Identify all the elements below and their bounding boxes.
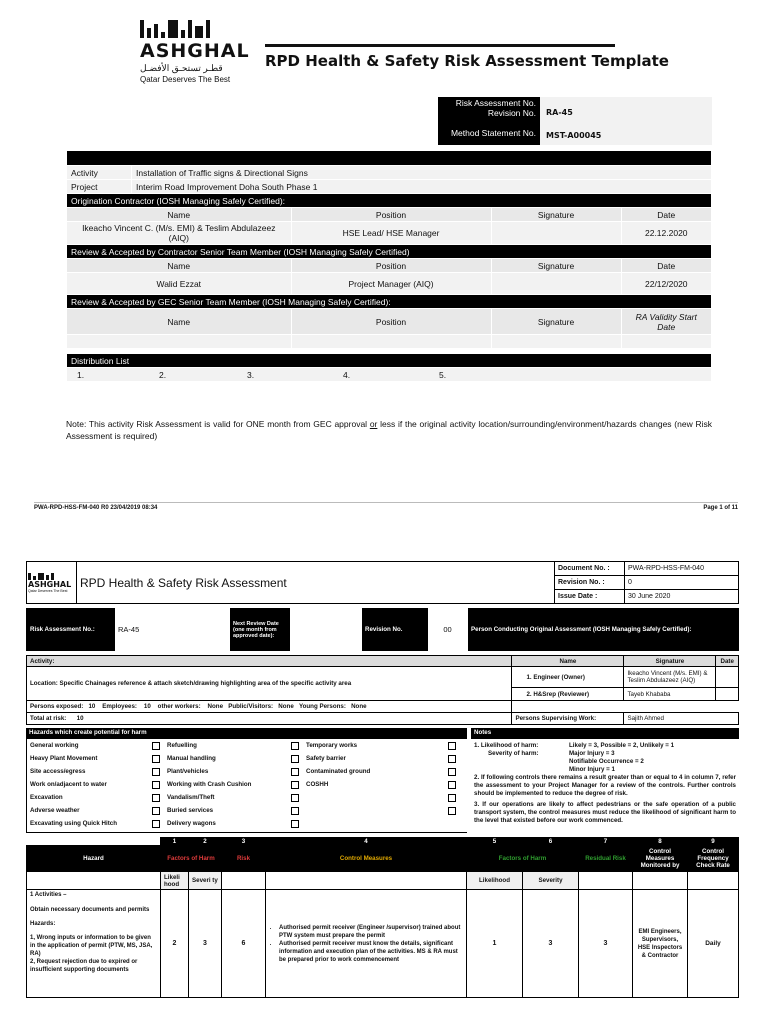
other-workers-label: other workers: — [157, 703, 201, 710]
hazard-checkbox[interactable] — [152, 755, 160, 763]
logo-word: ASHGHAL — [140, 40, 250, 62]
supervising-label: Persons Supervising Work: — [512, 713, 624, 725]
rev-position: Project Manager (AIQ) — [291, 273, 491, 295]
hazard-option-label: Contaminated ground — [306, 768, 371, 775]
hazard-option-label: Excavating using Quick Hitch — [30, 820, 117, 827]
likelihood2-subheader: Likelihood — [467, 872, 523, 890]
hazard-option-label: Adverse weather — [30, 807, 80, 814]
col-number: 1 — [161, 838, 189, 846]
hazard-checkbox[interactable] — [448, 755, 456, 763]
person-conducting-label: Person Conducting Original Assessment (IOSH Managing Safely Certified): — [468, 609, 739, 651]
frequency-value: Daily — [688, 890, 739, 998]
ra-no-label: Risk Assessment No. — [455, 98, 536, 108]
assessment-header-table — [66, 150, 712, 382]
hazard-1: 1, Wrong inputs or information to be given in the application of permit (PTW, MS, JSA, RA) — [30, 935, 153, 957]
residual-header: Residual Risk — [579, 846, 633, 872]
hazard-checkbox[interactable] — [448, 807, 456, 815]
note-2: 2. If following controls there remains a result greater than or equal to 4 in column 7, refer the assessment to your Project Manager for a review of the controls. Further controls should be implemented to reduce the degree of risk. — [474, 774, 736, 797]
distribution-item: 3. — [247, 369, 255, 380]
notes-title: Notes — [471, 728, 739, 739]
ra-no-value: RA-45 — [115, 609, 230, 651]
activity-label: Activity: — [27, 656, 512, 667]
hazards-checklist — [26, 739, 467, 833]
ra-no-label: Risk Assessment No.: — [27, 609, 115, 651]
note-text: Note: This activity Risk Assessment is valid for ONE month from GEC approval — [66, 419, 370, 429]
hazard-option-label: Work on/adjacent to water — [30, 781, 107, 788]
name-header: Name — [512, 656, 624, 667]
hazard-checkbox[interactable] — [291, 755, 299, 763]
origination-title: Origination Contractor (IOSH Managing Safely Certified): — [67, 194, 712, 208]
hazard-option-label: General working — [30, 742, 79, 749]
person-date — [716, 688, 739, 701]
footer-page: Page 1 of 11 — [703, 505, 738, 511]
factors2-header: Factors of Harm — [467, 846, 579, 872]
employees-value: 10 — [143, 703, 151, 710]
revision-value: 00 — [428, 609, 468, 651]
monitored-header: Control Measures Monitored by — [633, 846, 688, 872]
monitored-value: EMI Engineers, Supervisors, HSE Inspectors & Contractor — [633, 890, 688, 998]
hazards-panel — [26, 728, 467, 833]
p2-logo — [27, 562, 77, 604]
total-risk-value: 10 — [76, 715, 84, 722]
logo-arabic: قطـر تستحـق الأفضـل — [140, 63, 223, 73]
public-value: None — [278, 703, 294, 710]
control-measure: • Authorised permit receiver (Engineer /supervisor) trained about PTW system must prepare the permit — [279, 924, 463, 940]
total-risk-label: Total at risk: — [30, 715, 67, 722]
control-measures-list — [269, 924, 463, 964]
likelihood-value: 2 — [161, 890, 189, 998]
hazard-activity: Obtain necessary documents and permits — [30, 907, 150, 913]
control-measures-cell — [266, 890, 467, 998]
col-position: Position — [291, 208, 491, 222]
likelihood-subheader: Likeli hood — [161, 872, 189, 890]
employees-label: Employees: — [102, 703, 137, 710]
hazard-checkbox[interactable] — [448, 768, 456, 776]
validity-note — [66, 418, 712, 442]
col-name: Name — [67, 259, 292, 273]
hazard-checkbox[interactable] — [152, 781, 160, 789]
rev-no-value: 0 — [625, 576, 739, 590]
orig-date: 22.12.2020 — [621, 222, 711, 245]
doc-no-value: PWA-RPD-HSS-FM-040 — [625, 562, 739, 576]
logo-mark — [140, 20, 260, 38]
person-date — [716, 667, 739, 688]
p2-title: RPD Health & Safety Risk Assessment — [77, 562, 555, 604]
logo-tagline: Qatar Deserves The Best — [140, 75, 231, 84]
hazard-checkbox[interactable] — [448, 794, 456, 802]
note-likelihood-label: 1. Likelihood of harm: — [474, 742, 539, 749]
method-statement-value: MST-A00045 — [546, 131, 602, 140]
signature-header: Signature — [624, 656, 716, 667]
note-severity-minor: Minor Injury = 1 — [569, 766, 615, 773]
project-value: Interim Road Improvement Doha South Phase 1 — [132, 180, 712, 194]
factors-header: Factors of Harm — [161, 846, 222, 872]
rev-no-label: Revision No. : — [555, 576, 625, 590]
risk-table — [26, 837, 739, 998]
col-number: 4 — [266, 838, 467, 846]
orig-signature — [491, 222, 621, 245]
hazard-header: Hazard — [27, 846, 161, 872]
hazard-option-label: Manual handling — [167, 755, 216, 762]
severity-subheader: Severi ty — [189, 872, 222, 890]
hazard-checkbox[interactable] — [291, 781, 299, 789]
col-signature: Signature — [491, 309, 621, 335]
project-label: Project — [67, 180, 132, 194]
rev-name: Walid Ezzat — [67, 273, 292, 295]
activity-value: Installation of Traffic signs & Directional Signs — [132, 166, 712, 180]
ra-labels — [438, 97, 540, 145]
hazard-checkbox[interactable] — [448, 781, 456, 789]
risk-assessment-page-2 — [26, 561, 739, 998]
next-review-label: Next Review Date (one month from approved date): — [230, 609, 290, 651]
hazard-checkbox[interactable] — [448, 742, 456, 750]
p2-logo-tagline: Qatar Deserves The Best — [28, 588, 68, 593]
note-severity-major: Major Injury = 3 — [569, 750, 615, 757]
hazard-option-label: Site access/egress — [30, 768, 86, 775]
hazard-option-label: Delivery wagons — [167, 820, 216, 827]
hazard-option-label: Plant/vehicles — [167, 768, 209, 775]
col-name: Name — [67, 208, 292, 222]
hazard-option-label: Refuelling — [167, 742, 197, 749]
method-statement-label: Method Statement No. — [450, 128, 536, 138]
young-label: Young Persons: — [298, 703, 346, 710]
orig-name: Ikeacho Vincent C. (M/s. EMI) & Teslim Abdulazeez (AIQ) — [67, 222, 292, 245]
hazard-option-label — [306, 794, 441, 804]
col-position: Position — [291, 259, 491, 273]
distribution-item: 1. — [77, 369, 85, 380]
risk-value: 6 — [222, 890, 266, 998]
p2-logo-word: ASHGHAL — [28, 579, 72, 589]
orig-position: HSE Lead/ HSE Manager — [291, 222, 491, 245]
hazard-option-label: Safety barrier — [306, 755, 346, 762]
person-role: 1. Engineer (Owner) — [512, 667, 624, 688]
risk-header: Risk — [222, 846, 266, 872]
frequency-header: Control Frequency Check Rate — [688, 846, 739, 872]
person-role: 2. H&Srep (Reviewer) — [512, 688, 624, 701]
distribution-item: 2. — [159, 369, 167, 380]
hazard-checkbox[interactable] — [152, 794, 160, 802]
ashghal-logo — [140, 20, 260, 95]
persons-exposed-value: 10 — [88, 703, 96, 710]
ra-info-block — [438, 97, 712, 145]
hazard-option-label: Excavation — [30, 794, 63, 801]
hazard-option-label: Buried services — [167, 807, 214, 814]
col-number: 2 — [189, 838, 222, 846]
p2-activity-table — [26, 655, 739, 725]
hazard-2: 2, Request rejection due to expired or insufficient supporting documents — [30, 959, 138, 973]
hazard-checkbox[interactable] — [291, 768, 299, 776]
note-severity-notifiable: Notifiable Occurrence = 2 — [569, 758, 644, 765]
date-header: Date — [716, 656, 739, 667]
gec-date-label: RA Validity Start Date — [621, 309, 711, 335]
hazard-checkbox[interactable] — [152, 768, 160, 776]
revision-no-value: RA-45 — [546, 108, 573, 117]
severity-value: 3 — [189, 890, 222, 998]
col-number: 5 — [467, 838, 523, 846]
hazard-cell — [27, 890, 161, 998]
col-signature: Signature — [491, 259, 621, 273]
young-value: None — [351, 703, 367, 710]
risk-row — [27, 890, 739, 998]
hazard-checkbox[interactable] — [291, 820, 299, 828]
location-text: Location: Specific Chainages reference & attach sketch/drawing highlighting area of the specific activity area — [27, 667, 512, 701]
activity-label: Activity — [67, 166, 132, 180]
col-name: Name — [67, 309, 292, 335]
gec-name — [67, 335, 292, 349]
note-or: or — [369, 419, 378, 429]
hazard-option-label: Heavy Plant Movement — [30, 755, 98, 762]
col-number: 9 — [688, 838, 739, 846]
footer-doc-ref: PWA-RPD-HSS-FM-040 R0 23/04/2019 08:34 — [34, 505, 158, 511]
note-severity-label: Severity of harm: — [488, 750, 539, 757]
control-header: Control Measures — [266, 846, 467, 872]
hazard-option-label: Working with Crash Cushion — [167, 781, 252, 788]
gec-signature — [491, 335, 621, 349]
distribution-item: 5. — [439, 369, 447, 380]
hazard-label: Hazards: — [30, 921, 56, 927]
col-date: Date — [621, 208, 711, 222]
person-name: Ikeacho Vincent (M/s. EMI) & Teslim Abdulazeez (AIQ) — [624, 667, 716, 688]
col-signature: Signature — [491, 208, 621, 222]
gec-position — [291, 335, 491, 349]
person-name: Tayeb Khababa — [624, 688, 716, 701]
page-title: RPD Health & Safety Risk Assessment Template — [265, 52, 669, 70]
supervising-value: Sajith Ahmed — [624, 713, 739, 725]
note-text-end: less if the original activity location/surrounding/environment/hazards changes (new Risk Assessment is required) — [66, 419, 712, 441]
distribution-title: Distribution List — [67, 354, 712, 368]
total-risk-row — [27, 713, 512, 725]
hazards-notes-section — [26, 728, 739, 833]
persons-exposed-label: Persons exposed: — [30, 703, 84, 710]
revision-no-label: Revision No. — [487, 108, 536, 118]
issue-date-label: Issue Date : — [555, 590, 625, 604]
distribution-item: 4. — [343, 369, 351, 380]
persons-exposed-row — [27, 701, 512, 713]
hazards-title: Hazards which create potential for harm — [26, 728, 467, 739]
public-label: Public/Visitors: — [228, 703, 274, 710]
hazard-option-label — [306, 820, 441, 830]
rev-signature — [491, 273, 621, 295]
hazard-option-label: Vandalism/Theft — [167, 794, 215, 801]
issue-date-value: 30 June 2020 — [625, 590, 739, 604]
hazard-option-label — [306, 807, 441, 817]
col-number: 7 — [579, 838, 633, 846]
review-contractor-title: Review & Accepted by Contractor Senior Team Member (IOSH Managing Safely Certified) — [67, 245, 712, 259]
hazard-option-label: COSHH — [306, 781, 329, 788]
ra-values — [540, 97, 712, 145]
note-3: 3. If our operations are likely to affect pedestrians or the safe operation of a public transport system, the control measures must reduce the likelihood of significant harm to the level that existed before our work commenced. — [474, 801, 736, 824]
severity2-subheader: Severity — [523, 872, 579, 890]
gec-date — [621, 335, 711, 349]
hazard-checkbox[interactable] — [291, 742, 299, 750]
col-date: Date — [621, 259, 711, 273]
residual-value: 3 — [579, 890, 633, 998]
hazard-checkbox[interactable] — [291, 807, 299, 815]
likelihood2-value: 1 — [467, 890, 523, 998]
doc-no-label: Document No. : — [555, 562, 625, 576]
title-rule — [265, 44, 615, 47]
hazard-checkbox[interactable] — [152, 742, 160, 750]
col-position: Position — [291, 309, 491, 335]
distribution-list — [67, 368, 712, 382]
notes-body — [471, 739, 739, 828]
other-workers-value: None — [207, 703, 224, 710]
notes-panel — [471, 728, 739, 833]
hazard-option-label: Temporary works — [306, 742, 358, 749]
col-number: 6 — [523, 838, 579, 846]
hazard-title: 1 Activities – — [30, 892, 67, 898]
review-gec-title: Review & Accepted by GEC Senior Team Member (IOSH Managing Safely Certified): — [67, 295, 712, 309]
next-review-value — [290, 609, 362, 651]
black-separator — [67, 151, 712, 166]
p2-ra-row — [26, 608, 739, 651]
hazard-checkbox[interactable] — [152, 820, 160, 828]
control-measure: • Authorised permit receiver must know the details, significant information and execution plan of the activities. MS & RA must be prepared prior to work commencement — [279, 940, 463, 964]
page-footer — [34, 502, 738, 511]
note-likelihood-value: Likely = 3, Possible = 2, Unlikely = 1 — [569, 742, 675, 749]
severity2-value: 3 — [523, 890, 579, 998]
col-number: 3 — [222, 838, 266, 846]
rev-date: 22/12/2020 — [621, 273, 711, 295]
column-number-row — [27, 838, 739, 846]
revision-label: Revision No. — [362, 609, 428, 651]
hazard-checkbox[interactable] — [152, 807, 160, 815]
hazard-checkbox[interactable] — [291, 794, 299, 802]
col-number: 8 — [633, 838, 688, 846]
p2-header-table — [26, 561, 739, 604]
